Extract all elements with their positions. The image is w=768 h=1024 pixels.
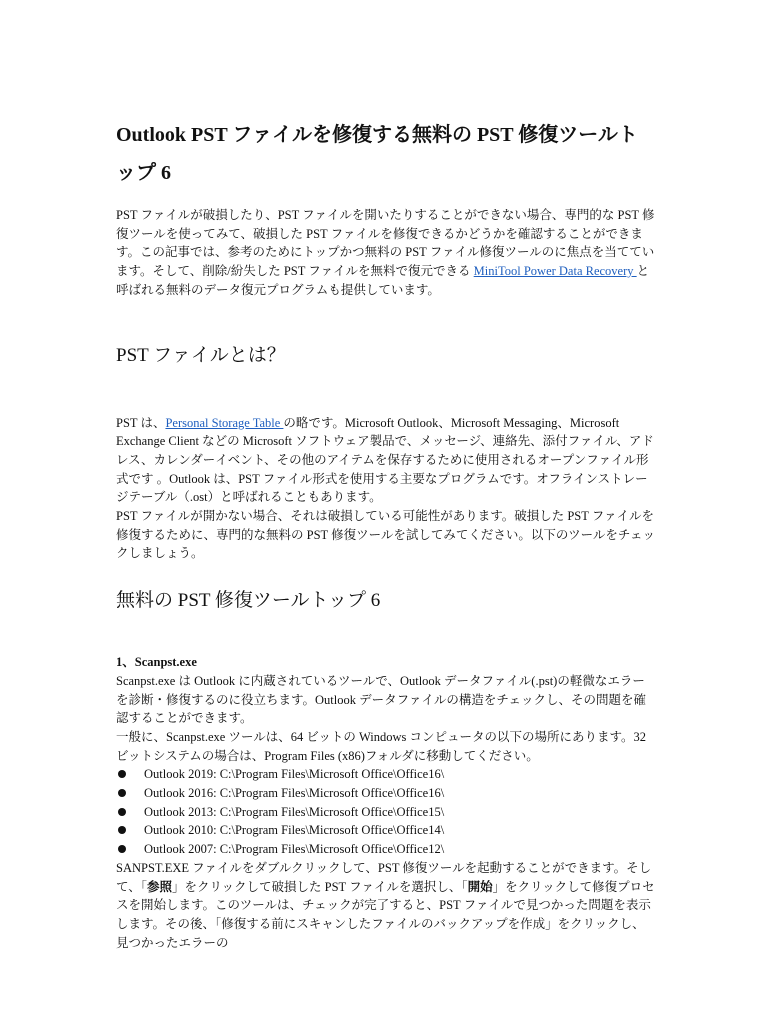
- usage-text: SANPST.EXE ファイルをダブルクリックして、PST 修復ツールを起動することができます。そして、「: [116, 860, 652, 894]
- article-body: [116, 116, 656, 952]
- pst-def-text: PST は、: [116, 415, 166, 430]
- list-item: [116, 784, 656, 803]
- scanpst-description: Scanpst.exe は Outlook に内蔵されているツールで、Outlook データファイル(.pst)の軽微なエラーを診断・修復するのに役立ちます。Outlook データファイルの構造をチェックし、その問題を確認することができます。: [116, 673, 646, 726]
- path-text: Outlook 2019: C:\Program Files\Microsoft Office\Office16\: [144, 767, 445, 782]
- section-heading-top-tools: 無料の PST 修復ツールトップ 6: [116, 590, 381, 612]
- scanpst-location: 一般に、Scanpst.exe ツールは、64 ビットの Windows コンピュータの以下の場所にあります。32 ビットシステムの場合は、Program Files (x86)フォルダに移動してください。: [116, 729, 647, 763]
- pst-corrupt-paragraph: PST ファイルが開かない場合、それは破損している可能性があります。破損した PST ファイルを修復するために、専門的な無料の PST 修復ツールを試してみてください。以下のツールをチェックしましょう。: [116, 509, 655, 561]
- page-title: Outlook PST ファイルを修復する無料の PST 修復ツールトップ 6: [116, 124, 638, 184]
- start-label: 開始: [467, 879, 493, 894]
- path-text: Outlook 2007: C:\Program Files\Microsoft Office\Office12\: [144, 842, 445, 857]
- list-item: [116, 765, 656, 784]
- bullet-icon: [118, 770, 126, 778]
- intro-paragraph: [116, 206, 656, 300]
- intro-text: PST ファイルが破損したり、PST ファイルを開いたりすることができない場合、専門的な PST 修復ツールを使ってみて、破損した PST ファイルを修復できるかどうかを確認することができます。この記事では、参考のためにトップかつ無料の PST ファイル修復ツールのに焦点を当てています。そして、削除/紛失した PST ファイルを無料で復元できる: [116, 208, 655, 279]
- intro-text-end: と呼ばれる無料のデータ復元プログラムも提供しています。: [116, 264, 650, 297]
- bullet-icon: [118, 826, 126, 834]
- usage-text: 」をクリックして破損した PST ファイルを選択し、「: [172, 879, 468, 894]
- scanpst-usage-paragraph: [116, 859, 656, 953]
- tool-title-scanpst: 1、Scanpst.exe: [116, 655, 197, 670]
- path-text: Outlook 2010: C:\Program Files\Microsoft Office\Office14\: [144, 823, 445, 838]
- path-text: Outlook 2013: C:\Program Files\Microsoft Office\Office15\: [144, 804, 445, 819]
- bullet-icon: [118, 789, 126, 797]
- pst-definition-paragraph: [116, 414, 656, 508]
- list-item: [116, 840, 656, 859]
- personal-storage-table-link[interactable]: Personal Storage Table: [165, 415, 284, 430]
- section-heading-pst: PST ファイルとは？: [116, 344, 286, 366]
- scanpst-path-list: [116, 765, 656, 859]
- minitool-link[interactable]: MiniTool Power Data Recovery: [473, 264, 637, 279]
- path-text: Outlook 2016: C:\Program Files\Microsoft Office\Office16\: [144, 786, 445, 801]
- browse-label: 参照: [147, 879, 173, 894]
- list-item: [116, 803, 656, 822]
- usage-text: 」をクリックして修復プロセスを開始します。このツールは、チェックが完了すると、PST ファイルで見つかった問題を表示します。その後、「修復する前にスキャンしたファイルのバックアップを作成」をクリックし、見つかったエラーの: [116, 879, 655, 950]
- bullet-icon: [118, 808, 126, 816]
- bullet-icon: [118, 845, 126, 853]
- pst-def-text-end: の略です。Microsoft Outlook、Microsoft Messaging、Microsoft Exchange Client などの Microsoft ソフトウェア製品で、メッセージ、連絡先、添付ファイル、アドレス、カレンダーイベント、その他のアイテムを保存するために使用されるオープンファイル形式です 。Outlook は、PST ファイル形式を使用する主要なプログラムです。オフラインストレージテーブル（.ost）と呼ばれることもあります。: [116, 415, 654, 505]
- list-item: [116, 821, 656, 840]
